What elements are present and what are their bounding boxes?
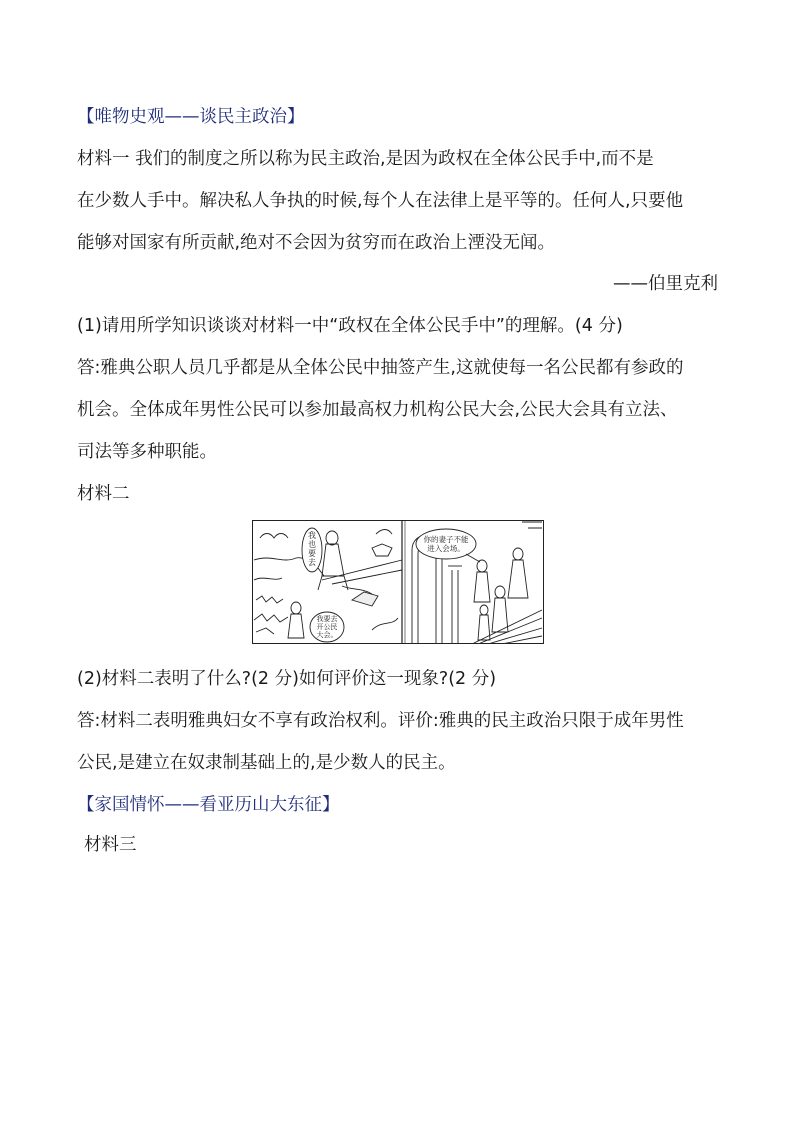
question1-answer-line-3: 司法等多种职能。 <box>77 442 217 462</box>
bubble-left-top-char-1: 我 <box>308 531 316 540</box>
bubble-left-top-char-3: 要 <box>308 549 316 558</box>
bubble-left-bottom-line-1: 我要去 <box>316 615 338 623</box>
bubble-right-line-1: 你的妻子不能 <box>423 535 469 544</box>
question2-answer-line-2: 公民,是建立在奴隶制基础上的,是少数人的民主。 <box>77 753 456 773</box>
material1-line-2: 在少数人手中。解决私人争执的时候,每个人在法律上是平等的。任何人,只要他 <box>77 191 684 211</box>
material2-cartoon <box>252 520 544 644</box>
material1-line-1: 材料一 我们的制度之所以称为民主政治,是因为政权在全体公民手中,而不是 <box>77 149 654 169</box>
material1-line-3: 能够对国家有所贡献,绝对不会因为贫穷而在政治上湮没无闻。 <box>77 233 556 253</box>
bubble-left-top-char-4: 去 <box>308 558 316 567</box>
question2-prompt: (2)材料二表明了什么?(2 分)如何评价这一现象?(2 分) <box>77 669 497 689</box>
bubble-right-line-2: 进入会场。 <box>427 544 465 553</box>
question1-answer-line-1: 答:雅典公职人员几乎都是从全体公民中抽签产生,这就使每一名公民都有参政的 <box>77 358 684 378</box>
section-heading-patriotism: 【家国情怀——看亚历山大东征】 <box>77 795 340 815</box>
bubble-left-top-char-2: 也 <box>308 540 316 549</box>
material1-attribution: ——伯里克利 <box>613 274 718 294</box>
bubble-left-bottom-line-3: 大会。 <box>316 631 338 639</box>
question1-answer-line-2: 机会。全体成年男性公民可以参加最高权力机构公民大会,公民大会具有立法、 <box>77 400 678 420</box>
material3-label: 材料三 <box>84 835 137 855</box>
bubble-left-bottom-line-2: 开公民 <box>316 623 338 631</box>
material2-label: 材料二 <box>77 484 130 504</box>
question1-prompt: (1)请用所学知识谈谈对材料一中“政权在全体公民手中”的理解。(4 分) <box>77 316 623 336</box>
section-heading-materialism: 【唯物史观——谈民主政治】 <box>77 107 305 127</box>
question2-answer-line-1: 答:材料二表明雅典妇女不享有政治权利。评价:雅典的民主政治只限于成年男性 <box>77 711 684 731</box>
